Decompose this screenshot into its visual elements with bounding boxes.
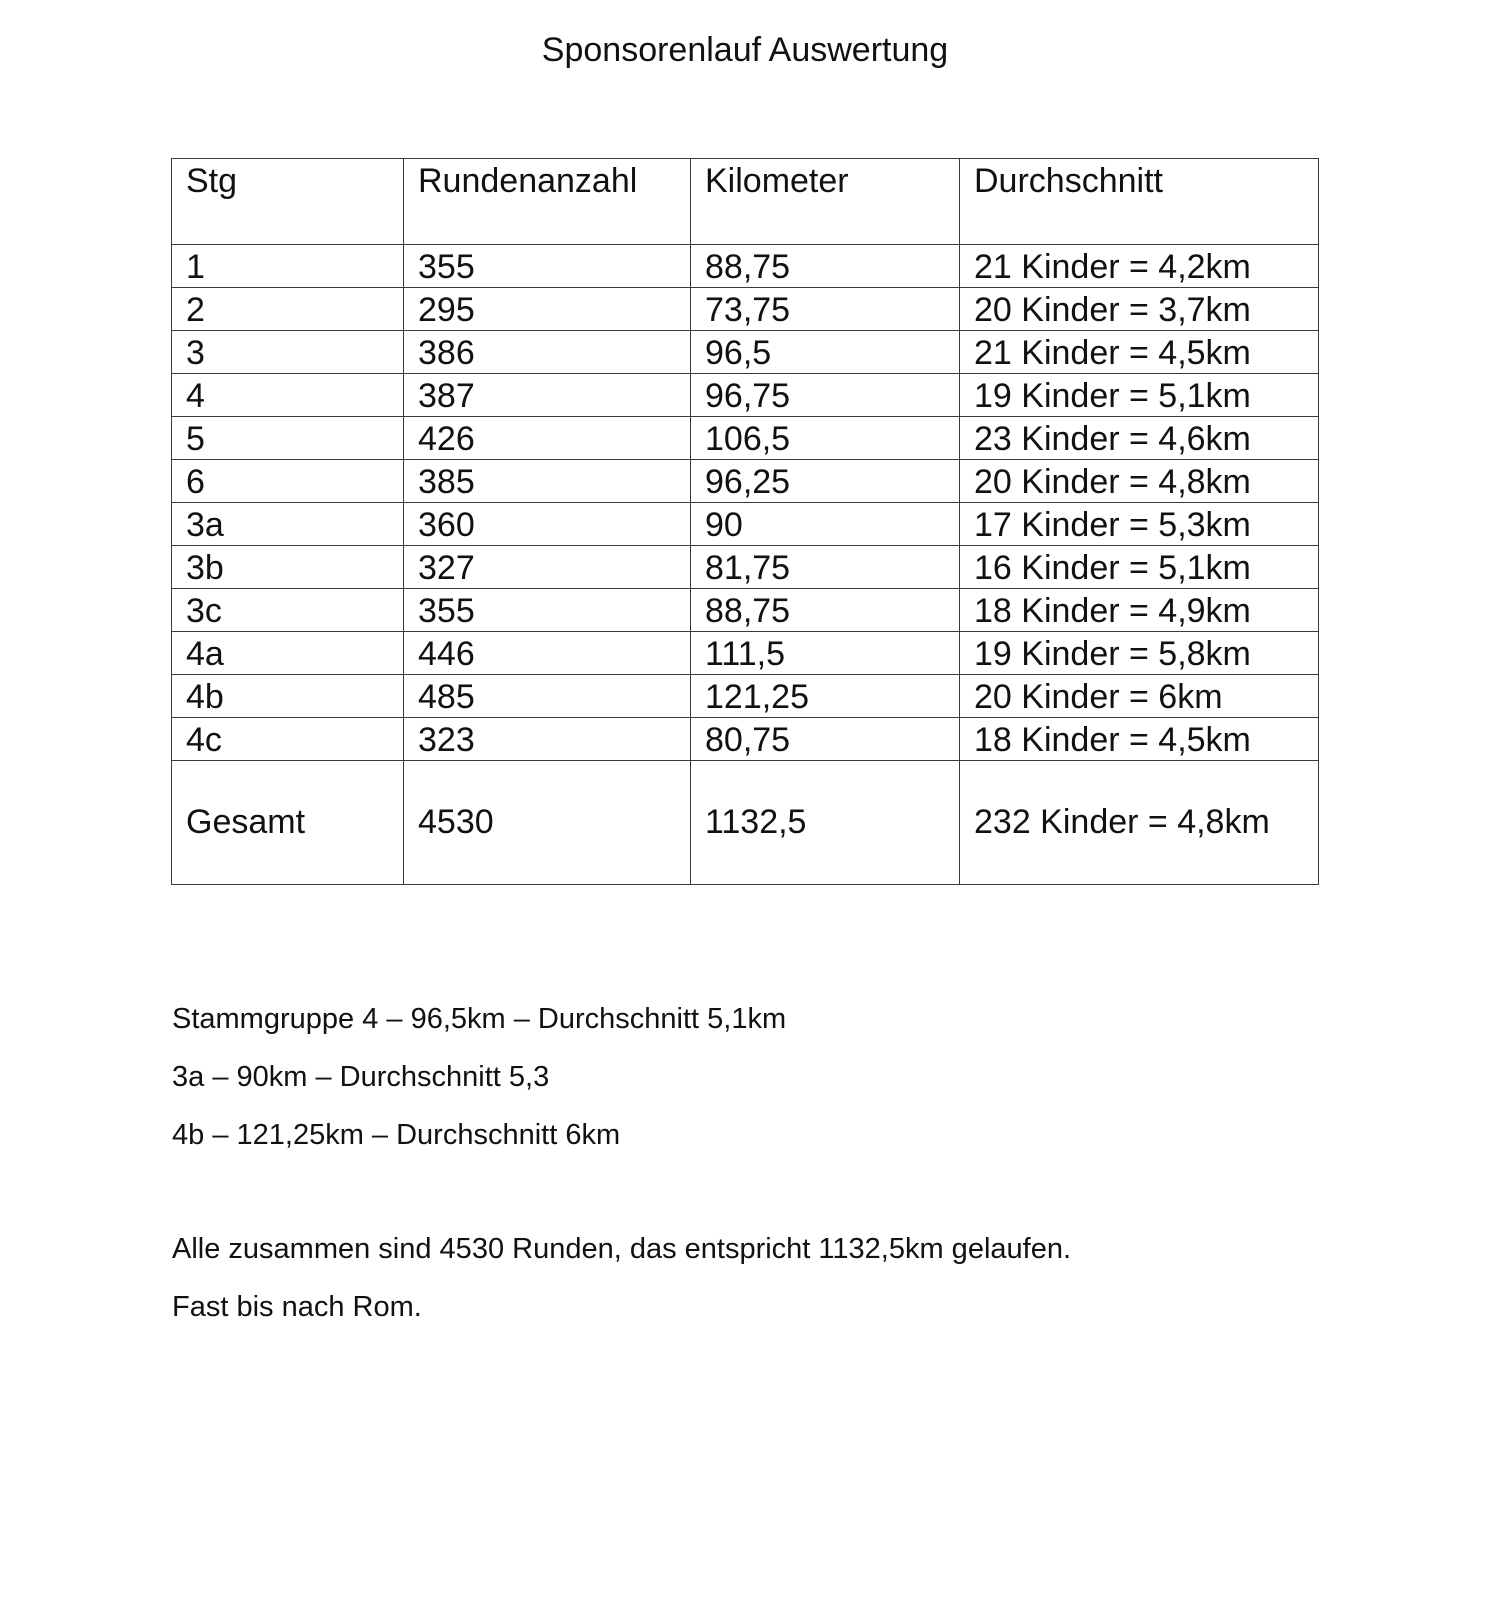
table-row [172,546,1319,589]
table-row [172,632,1319,675]
cell-kilometer: 121,25 [691,675,960,718]
cell-kilometer: 96,5 [691,331,960,374]
total-durchschnitt: 232 Kinder = 4,8km [960,761,1319,885]
cell-rundenanzahl: 355 [404,589,691,632]
cell-kilometer: 81,75 [691,546,960,589]
cell-rundenanzahl: 387 [404,374,691,417]
cell-kilometer: 88,75 [691,245,960,288]
cell-stg: 2 [172,288,404,331]
table-row [172,589,1319,632]
table-row [172,718,1319,761]
cell-kilometer: 90 [691,503,960,546]
cell-rundenanzahl: 360 [404,503,691,546]
cell-durchschnitt: 19 Kinder = 5,1km [960,374,1319,417]
cell-stg: 3b [172,546,404,589]
summary-line: Fast bis nach Rom. [172,1291,422,1323]
cell-rundenanzahl: 426 [404,417,691,460]
cell-durchschnitt: 21 Kinder = 4,2km [960,245,1319,288]
table-total-row [172,761,1319,885]
cell-kilometer: 106,5 [691,417,960,460]
cell-stg: 3a [172,503,404,546]
cell-kilometer: 111,5 [691,632,960,675]
cell-stg: 5 [172,417,404,460]
table-row [172,417,1319,460]
cell-rundenanzahl: 446 [404,632,691,675]
cell-durchschnitt: 19 Kinder = 5,8km [960,632,1319,675]
header-durchschnitt: Durchschnitt [960,159,1319,245]
cell-kilometer: 73,75 [691,288,960,331]
cell-stg: 6 [172,460,404,503]
cell-rundenanzahl: 385 [404,460,691,503]
table-row [172,460,1319,503]
cell-stg: 4b [172,675,404,718]
notes-section [172,990,786,1164]
cell-stg: 4c [172,718,404,761]
document-title: Sponsorenlauf Auswertung [541,31,949,69]
table-row [172,374,1319,417]
header-kilometer: Kilometer [691,159,960,245]
cell-stg: 3 [172,331,404,374]
header-rundenanzahl: Rundenanzahl [404,159,691,245]
cell-rundenanzahl: 485 [404,675,691,718]
cell-stg: 3c [172,589,404,632]
results-table [171,158,1319,885]
cell-durchschnitt: 21 Kinder = 4,5km [960,331,1319,374]
summary-section [172,1220,1071,1336]
cell-kilometer: 96,75 [691,374,960,417]
table-header-row [172,159,1319,245]
cell-stg: 4a [172,632,404,675]
cell-rundenanzahl: 355 [404,245,691,288]
note-line: Stammgruppe 4 – 96,5km – Durchschnitt 5,1km [172,1003,787,1035]
cell-kilometer: 88,75 [691,589,960,632]
cell-durchschnitt: 20 Kinder = 4,8km [960,460,1319,503]
cell-rundenanzahl: 386 [404,331,691,374]
cell-durchschnitt: 18 Kinder = 4,5km [960,718,1319,761]
cell-rundenanzahl: 295 [404,288,691,331]
cell-durchschnitt: 16 Kinder = 5,1km [960,546,1319,589]
table-row [172,288,1319,331]
cell-kilometer: 96,25 [691,460,960,503]
cell-rundenanzahl: 327 [404,546,691,589]
cell-stg: 1 [172,245,404,288]
note-line: 4b – 121,25km – Durchschnitt 6km [172,1119,621,1151]
cell-durchschnitt: 20 Kinder = 3,7km [960,288,1319,331]
cell-durchschnitt: 17 Kinder = 5,3km [960,503,1319,546]
table-row [172,331,1319,374]
note-line: 3a – 90km – Durchschnitt 5,3 [172,1061,550,1093]
header-stg: Stg [172,159,404,245]
cell-stg: 4 [172,374,404,417]
total-rundenanzahl: 4530 [404,761,691,885]
cell-durchschnitt: 20 Kinder = 6km [960,675,1319,718]
total-kilometer: 1132,5 [691,761,960,885]
summary-line: Alle zusammen sind 4530 Runden, das entspricht 1132,5km gelaufen. [172,1233,1072,1265]
table-row [172,245,1319,288]
cell-durchschnitt: 18 Kinder = 4,9km [960,589,1319,632]
table-row [172,503,1319,546]
table-row [172,675,1319,718]
total-label: Gesamt [172,761,404,885]
cell-kilometer: 80,75 [691,718,960,761]
cell-durchschnitt: 23 Kinder = 4,6km [960,417,1319,460]
cell-rundenanzahl: 323 [404,718,691,761]
